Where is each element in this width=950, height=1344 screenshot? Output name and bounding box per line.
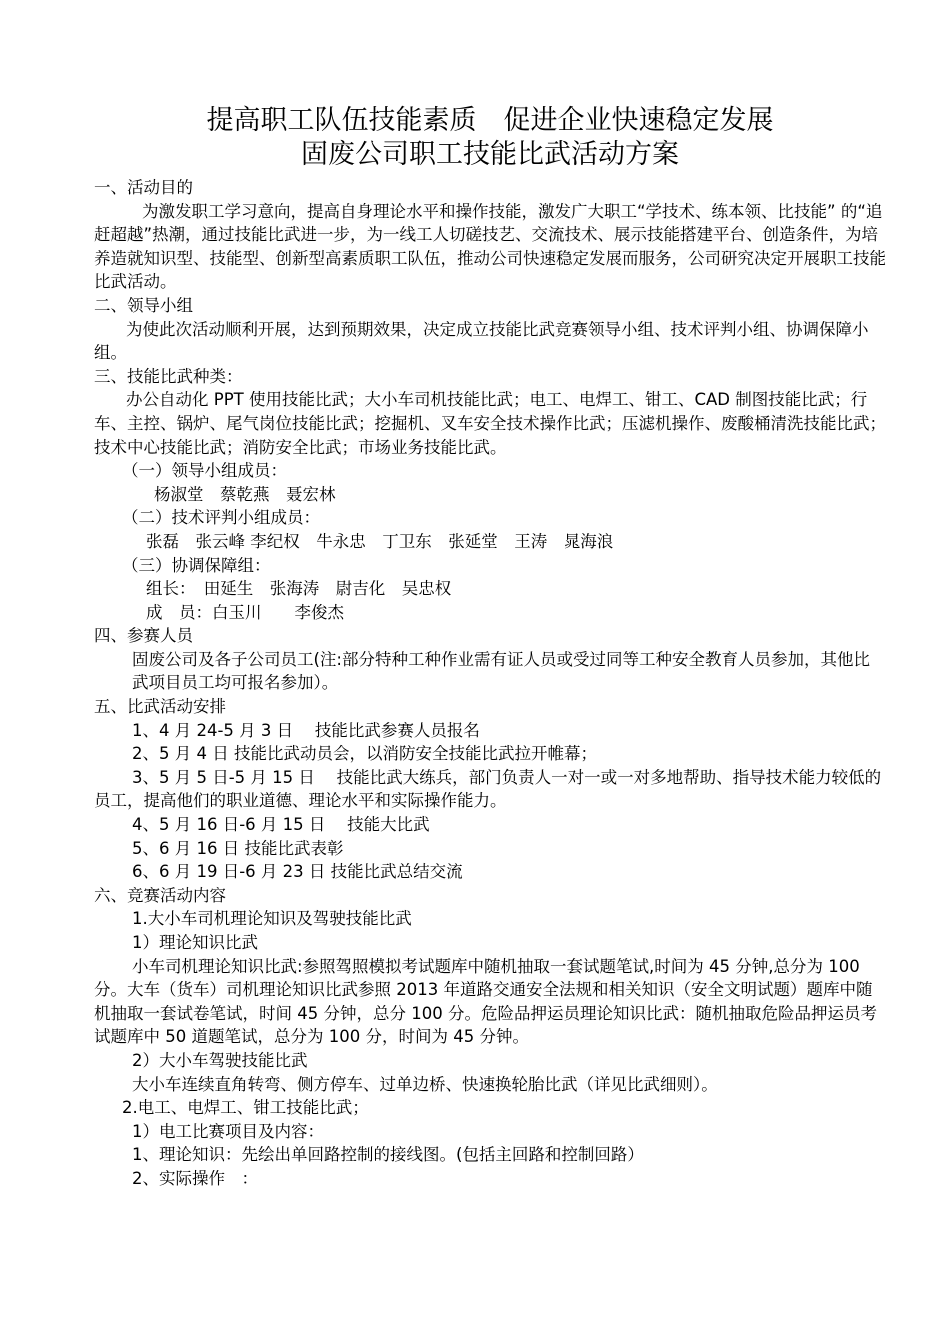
schedule-item: 4、5 月 16 日-6 月 15 日 技能大比武 bbox=[132, 815, 430, 835]
section-heading: 六、竞赛活动内容 bbox=[94, 885, 226, 905]
schedule-item: 2、5 月 4 日 技能比武动员会，以消防安全技能比武拉开帷幕； bbox=[132, 744, 597, 764]
group-leader: 组长： 田延生 张海涛 尉吉化 吴忠权 bbox=[146, 579, 452, 599]
section-paragraph: 固废公司及各子公司员工(注:部分特种工种作业需有证人员或受过同等工种安全教育人员参加，其他比武项目员工均可报名参加）。 bbox=[132, 649, 870, 693]
section-paragraph: 为使此次活动顺利开展，达到预期效果，决定成立技能比武竞赛领导小组、技术评判小组、协调保障小组。 bbox=[94, 319, 869, 363]
section-paragraph: 办公自动化 PPT 使用技能比武；大小车司机技能比武；电工、电焊工、钳工、CAD 制图技能比武；行车、主控、锅炉、尾气岗位技能比武；挖掘机、叉车安全技术操作比武；压滤机操作、废酸桶清洗技能比武；技术中心技能比武；消防安全比武；市场业务技能比武。 bbox=[94, 390, 886, 457]
section-paragraph: 大小车连续直角转弯、侧方停车、过单边桥、快速换轮胎比武（详见比武细则）。 bbox=[132, 1074, 718, 1094]
subsection-heading: 1）电工比赛项目及内容： bbox=[132, 1121, 324, 1141]
section-heading: 三、技能比武种类： bbox=[94, 366, 243, 386]
section-paragraph: 为激发职工学习意向，提高自身理论水平和操作技能，激发广大职工“学技术、练本领、比技能” 的“追赶超越”热潮，通过技能比武进一步，为一线工人切磋技艺、交流技术、展示技能搭建平台、创造条件，为培养造就知识型、技能型、创新型高素质职工队伍，推动公司快速稳定发展而服务，公司研究决定开展职工技能比武活动。 bbox=[94, 201, 886, 292]
subsection-heading: 1）理论知识比武 bbox=[132, 933, 258, 952]
subsection-heading: 1.大小车司机理论知识及驾驶技能比武 bbox=[132, 909, 412, 929]
schedule-item: 6、6 月 19 日-6 月 23 日 技能比武总结交流 bbox=[132, 862, 463, 882]
section-heading: 五、比武活动安排 bbox=[94, 697, 226, 717]
list-item: 1、理论知识：先绘出单回路控制的接线图。(包括主回路和控制回路） bbox=[132, 1145, 644, 1165]
section-heading: 二、领导小组 bbox=[94, 295, 193, 315]
document-title-line1: 提高职工队伍技能素质 促进企业快速稳定发展 bbox=[206, 105, 774, 136]
schedule-item: 5、6 月 16 日 技能比武表彰 bbox=[132, 838, 344, 858]
group-members: 杨淑堂 蔡乾燕 聂宏林 bbox=[154, 484, 336, 504]
schedule-item: 1、4 月 24-5 月 3 日 技能比武参赛人员报名 bbox=[132, 720, 480, 740]
group-label: （三）协调保障组： bbox=[122, 555, 271, 575]
section-paragraph: 小车司机理论知识比武:参照驾照模拟考试题库中随机抽取一套试题笔试,时间为 45 分钟,总分为 100 分。大车（货车）司机理论知识比武参照 2013 年道路交通安全法规和相关知识（安全文明试题）题库中随机抽取一套试卷笔试，时间 45 分钟，总分 100 分。危险品押运员理论知识比武：随机抽取危险品押运员考试题库中 50 道题笔试，总分为 100 分，时间为 45 分钟。 bbox=[94, 956, 877, 1047]
section-heading: 一、活动目的 bbox=[94, 178, 193, 197]
group-members: 张磊 张云峰 李纪权 牛永忠 丁卫东 张延堂 王涛 晁海浪 bbox=[146, 531, 614, 551]
group-label: （二）技术评判小组成员： bbox=[122, 508, 320, 528]
subsection-heading: 2）大小车驾驶技能比武 bbox=[132, 1050, 308, 1070]
subsection-heading: 2.电工、电焊工、钳工技能比武； bbox=[122, 1098, 369, 1118]
schedule-item: 3、5 月 5 日-5 月 15 日 技能比武大练兵，部门负责人一对一或一对多地帮助、指导技术能力较低的员工，提高他们的职业道德、理论水平和实际操作能力。 bbox=[94, 767, 882, 811]
list-item: 2、实际操作 ： bbox=[132, 1168, 258, 1188]
section-heading: 四、参赛人员 bbox=[94, 626, 193, 646]
document-body bbox=[94, 176, 886, 1191]
group-members: 成 员：白玉川 李俊杰 bbox=[146, 602, 344, 622]
document-title-line2: 固废公司职工技能比武活动方案 bbox=[301, 139, 679, 170]
group-label: （一）领导小组成员： bbox=[122, 461, 287, 481]
